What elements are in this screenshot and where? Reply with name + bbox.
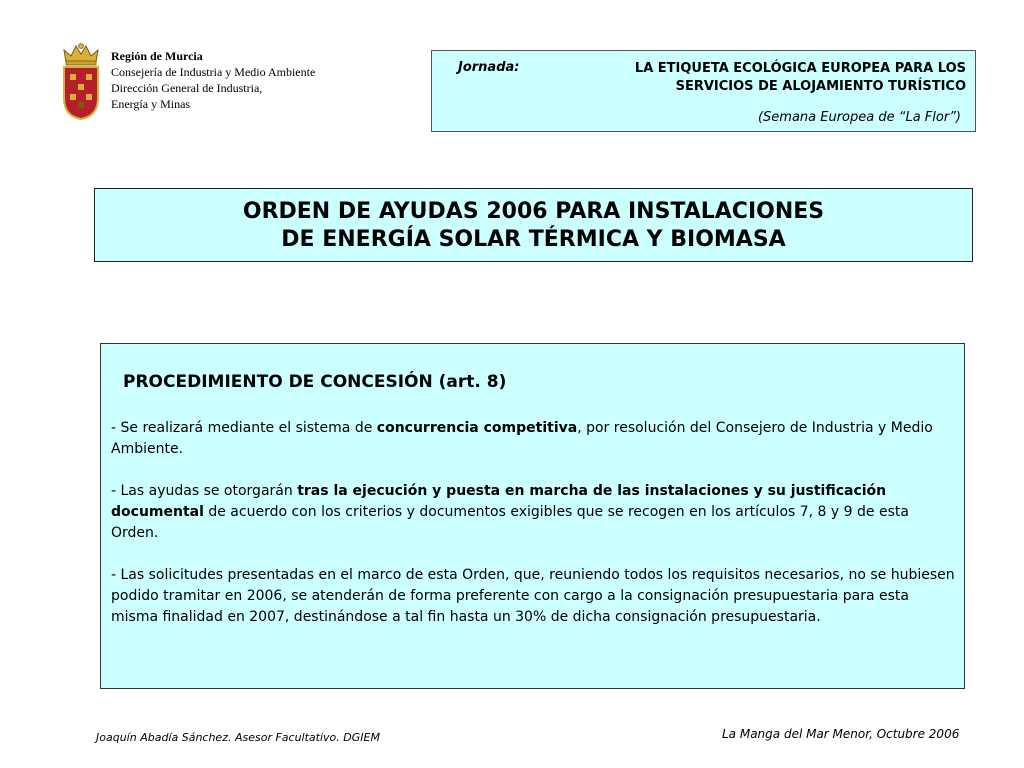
paragraphs [111, 418, 956, 649]
org-area: Energía y Minas [111, 97, 191, 111]
event-title [526, 60, 966, 96]
organization-block [111, 48, 315, 112]
footer-author: Joaquín Abadía Sánchez. Asesor Facultativo. DGIEM [96, 731, 380, 744]
footer-place-date: La Manga del Mar Menor, Octubre 2006 [722, 727, 960, 741]
paragraph-2 [111, 481, 956, 544]
content-box [100, 343, 965, 689]
org-name: Región de Murcia [111, 49, 203, 63]
event-label: Jornada: [458, 60, 520, 75]
main-title-box [94, 188, 973, 262]
main-title-line2: DE ENERGÍA SOLAR TÉRMICA Y BIOMASA [281, 227, 786, 252]
event-title-line2: SERVICIOS DE ALOJAMIENTO TURÍSTICO [675, 79, 966, 94]
org-direction: Dirección General de Industria, [111, 81, 263, 95]
event-subtitle: (Semana Europea de “La Flor”) [757, 110, 961, 125]
org-department: Consejería de Industria y Medio Ambiente [111, 65, 316, 79]
paragraph-3: - Las solicitudes presentadas en el marco de esta Orden, que, reuniendo todos los requisitos necesarios, no se hubiesen podido tramitar en 2006, se atenderán de forma preferente con cargo a la consignación presupuestaria para esta misma finalidad en 2007, destinándose a tal fin hasta un 30% de dicha consignación presupuestaria. [111, 567, 955, 625]
paragraph-1-text-c: , por resolución del Consejero de Industria y Medio Ambiente. [111, 420, 933, 457]
paragraph-1 [111, 418, 956, 460]
main-title-line1: ORDEN DE AYUDAS 2006 PARA INSTALACIONES [242, 199, 825, 224]
section-heading: PROCEDIMIENTO DE CONCESIÓN (art. 8) [123, 372, 507, 392]
paragraph-2-bold: tras la ejecución y puesta en marcha de las instalaciones y su justificación documental [111, 483, 887, 520]
paragraph-2-text-c: de acuerdo con los criterios y documentos exigibles que se recogen en los artículos 7, 8 y 9 de esta Orden. [111, 504, 909, 541]
coat-of-arms-icon [60, 42, 102, 120]
event-box [431, 50, 976, 132]
event-title-line1: LA ETIQUETA ECOLÓGICA EUROPEA PARA LOS [634, 61, 966, 76]
paragraph-1-bold: concurrencia competitiva [376, 420, 578, 436]
paragraph-1-text-a: - Se realizará mediante el sistema de [111, 420, 377, 436]
paragraph-2-text-a: - Las ayudas se otorgarán [111, 483, 298, 499]
